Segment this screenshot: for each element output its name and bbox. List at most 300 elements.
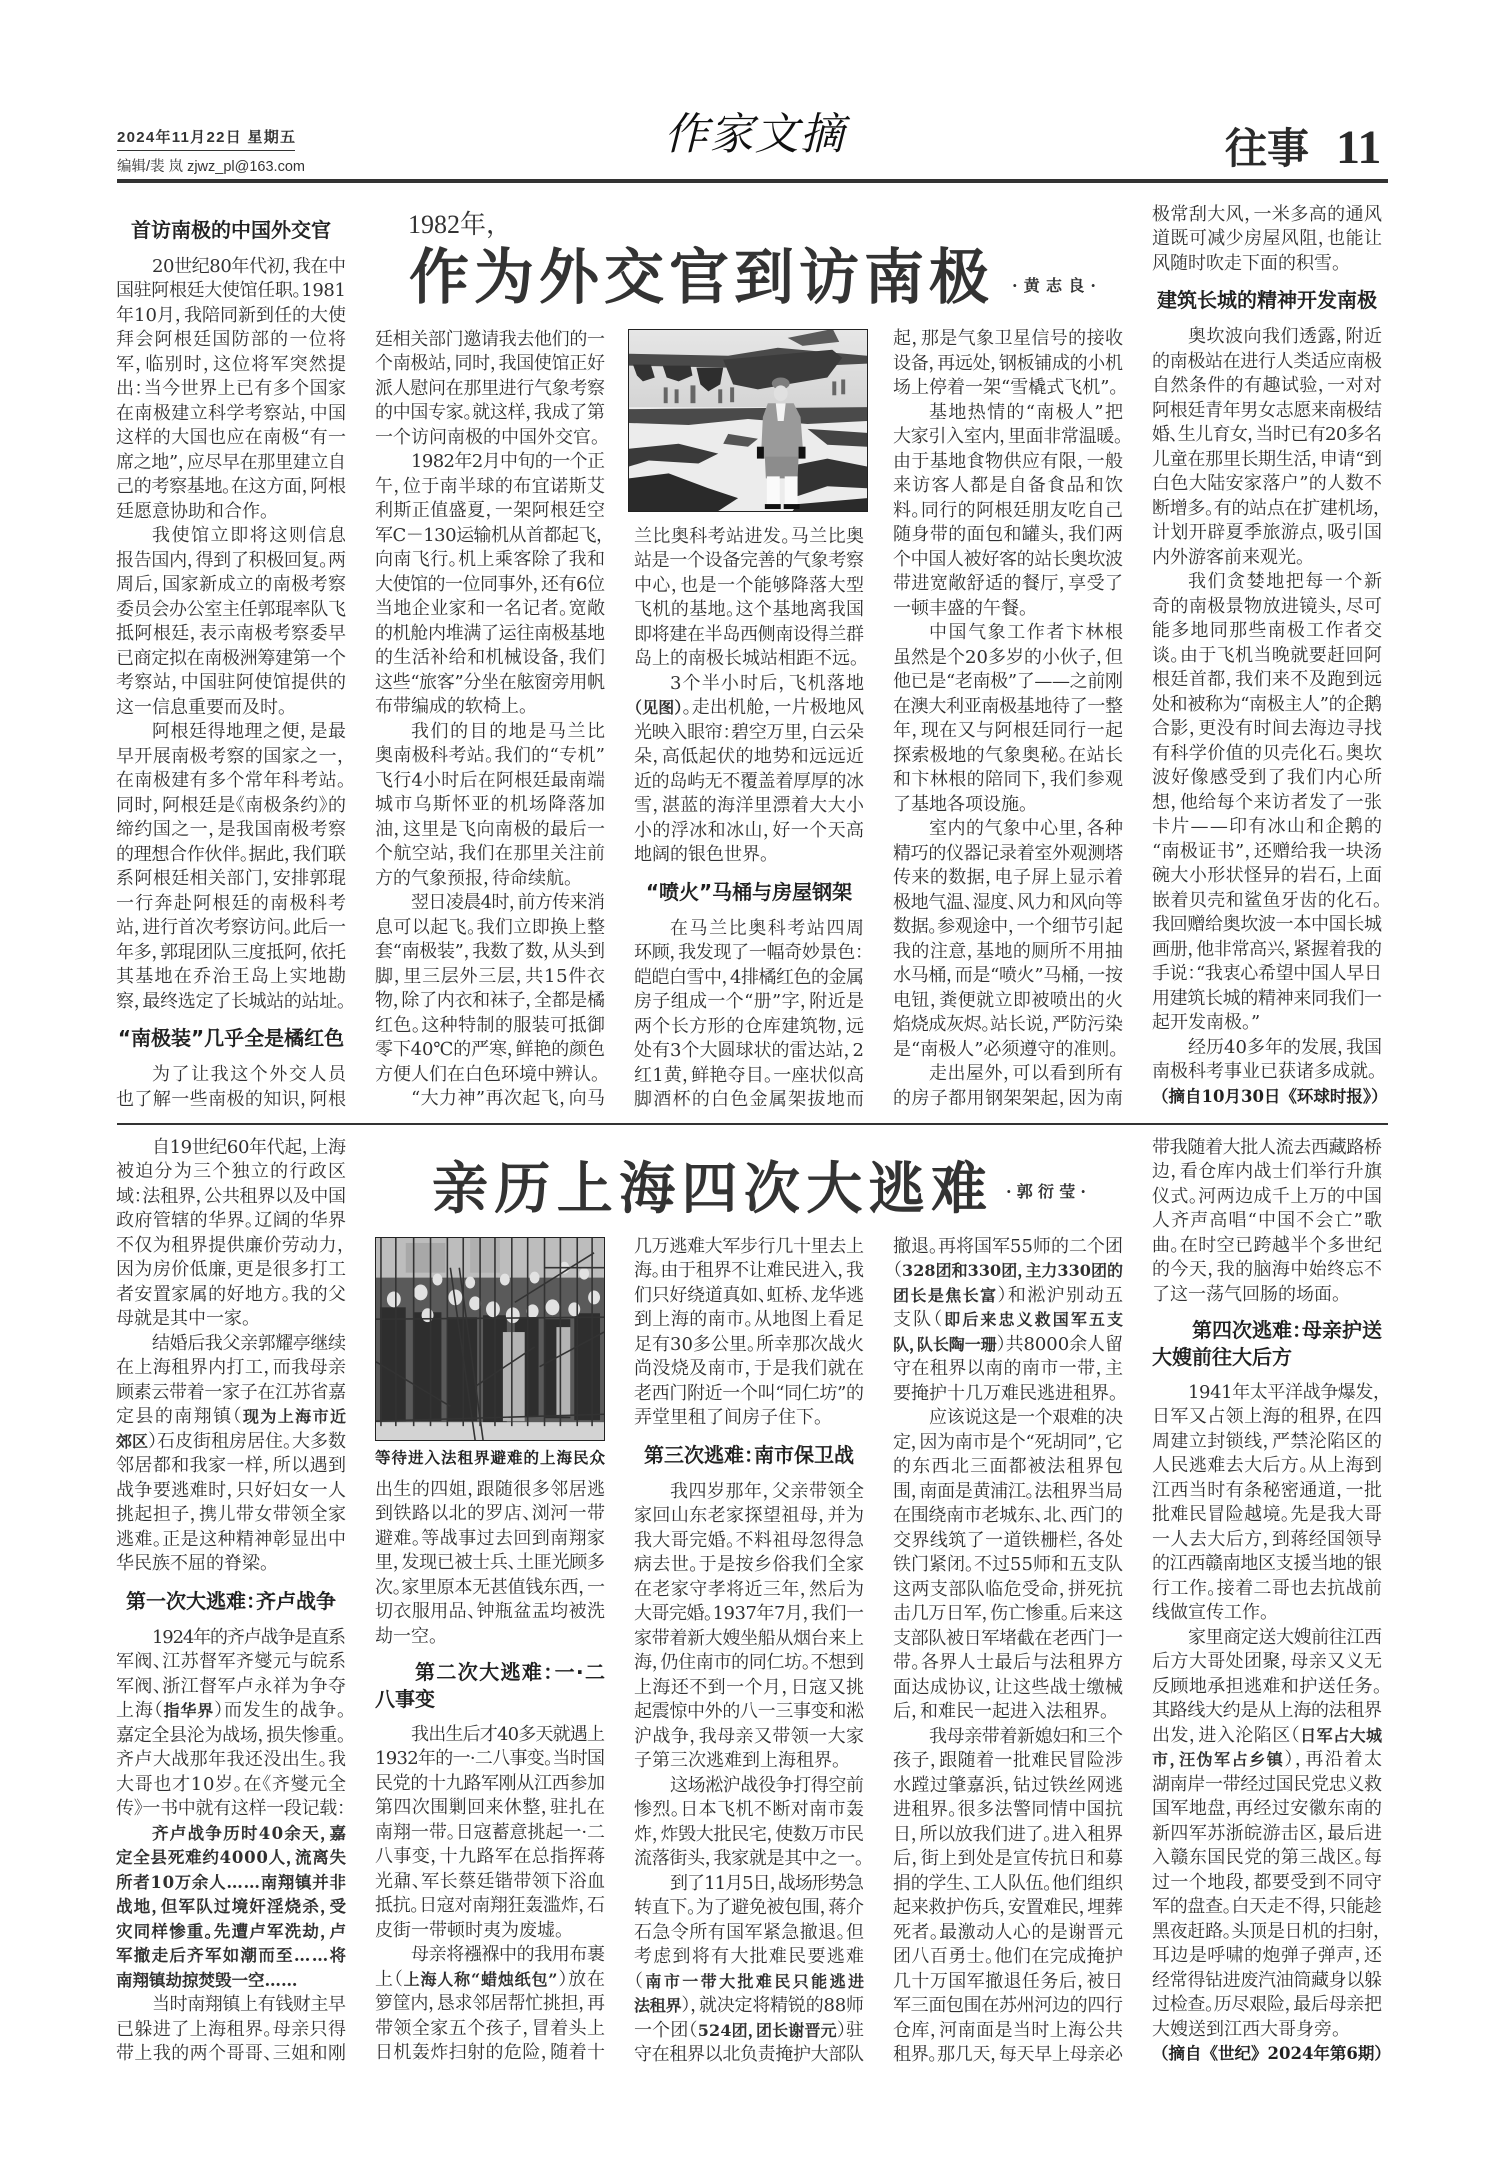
- text-line: [116, 1699, 346, 1724]
- text-line-content: 想，他给每个来访者发了一张: [1152, 791, 1383, 813]
- text-line-content: 场上停着一架“雪橇式飞机”。: [893, 377, 1119, 398]
- paragraph: [893, 817, 1123, 1062]
- quoted-excerpt: [116, 1822, 346, 1994]
- text-line-content: 军，临别时，这位将军突然提: [116, 353, 348, 375]
- text-line-content: 子第三次逃难到上海租界。: [634, 1750, 841, 1772]
- text-line-content: 八事变，十九路军在总指挥蒋: [375, 1846, 606, 1868]
- text-line-content: 要掩护十几万难民逃进租界。: [893, 1382, 1118, 1404]
- subheading-line: [634, 1431, 864, 1480]
- text-line: [116, 1675, 346, 1700]
- text-line: [1152, 1136, 1382, 1161]
- text-line: [116, 1381, 346, 1406]
- text-line-content: 箩筐内，恳求邻居帮忙挑担，再: [375, 1993, 605, 2015]
- text-line: [375, 646, 605, 671]
- text-line: [893, 1651, 1123, 1676]
- text-line: [634, 1357, 864, 1382]
- text-line-content: 考虑到将有大批难民要逃难: [634, 1946, 866, 1968]
- text-line: [893, 474, 1123, 499]
- text-line-content: [634, 1995, 864, 2016]
- paragraph: [634, 1480, 864, 1774]
- paragraph: [634, 525, 864, 672]
- section-name: 往事: [1225, 124, 1310, 173]
- text-line-content: 物，除了内衣和袜子，全都是橘: [375, 990, 605, 1012]
- text-line: [1152, 1381, 1382, 1406]
- text-line-content: 避难。等战事过去回到南翔家: [375, 1527, 606, 1549]
- text-line: [893, 1480, 1123, 1505]
- text-line: [1152, 1846, 1382, 1871]
- text-line-content: 焰烧成灰烬。站长说，严防污染: [893, 1014, 1123, 1035]
- text-line-content: 1941年太平洋战争爆发，: [1188, 1381, 1382, 1403]
- text-line: [375, 1992, 605, 2017]
- text-line: [1152, 668, 1382, 693]
- subheading-line: [634, 868, 864, 917]
- text-line: [1152, 987, 1382, 1012]
- text-line-content: 用建筑长城的精神来同我们一: [1152, 987, 1382, 1009]
- text-line-content: 出：当今世界上已有多个国家: [116, 378, 347, 400]
- text-line: [1152, 595, 1382, 620]
- text-line-content: 的房子都用钢架架起，因为南: [893, 1087, 1124, 1109]
- text-line: [634, 745, 864, 770]
- text-line-content: 皮街一带顿时夷为废墟。: [375, 1919, 564, 1941]
- text-line-content: 家回山东老家探望祖母，并为: [634, 1505, 865, 1527]
- text-line: [375, 426, 605, 451]
- paragraph: [1152, 1626, 1382, 2043]
- text-line: [375, 1772, 605, 1797]
- text-line-content: 海，仍住南市的同仁坊。不想到: [634, 1652, 864, 1674]
- text-line: [116, 328, 346, 353]
- text-line: [375, 720, 605, 745]
- text-line: [116, 353, 346, 378]
- text-line: [893, 964, 1123, 989]
- text-line: [116, 941, 346, 966]
- text-line: [893, 1431, 1123, 1456]
- text-line-content: 仓库，河南面是当时上海公共: [893, 2019, 1124, 2041]
- text-line-content: 足有30多公里。所幸那次战火: [634, 1333, 865, 1355]
- paragraph: [116, 524, 346, 720]
- text-line-content: 数据。参观途中，一个细节引起: [893, 916, 1123, 937]
- text-line: [1152, 864, 1382, 889]
- text-line: [116, 1405, 346, 1430]
- text-line: [634, 1749, 864, 1774]
- text-line: [375, 1625, 605, 1650]
- text-line: [634, 1333, 864, 1358]
- subheading: [1152, 1307, 1382, 1381]
- text-line-content: [893, 1334, 1123, 1355]
- text-line-content: 飞行4小时后在阿根廷最南端: [375, 769, 606, 791]
- text-line: [1152, 374, 1382, 399]
- text-segment: ）驻: [836, 2019, 865, 2041]
- text-line-content: 有科学价值的贝壳化石。奥坎: [1152, 742, 1383, 764]
- text-line-content: 计划开辟夏季旅游点，吸引国: [1152, 522, 1383, 544]
- text-line: [116, 279, 346, 304]
- text-line-content: 同时，阿根廷是《南极条约》的: [116, 794, 347, 816]
- text-line-content: 中心，也是一个能够降落大型: [634, 574, 865, 596]
- text-line-content: 早开展南极考察的国家之一，: [116, 745, 347, 767]
- text-line-content: 人齐声高唱“中国不会亡”歌: [1152, 1210, 1384, 1232]
- text-line-content: 年10月，我陪同新到任的大使: [116, 304, 347, 326]
- text-line: [116, 1993, 346, 2018]
- text-line: [893, 744, 1123, 769]
- text-line: [116, 622, 346, 647]
- text-line-content: 家里商定送大嫂前往江西: [1188, 1626, 1382, 1648]
- text-line-content: 道既可减少房屋风阻，也能让: [1152, 228, 1383, 250]
- text-line: [375, 842, 605, 867]
- text-line-content: 军C－130运输机从首都起飞，: [375, 524, 605, 546]
- text-line: [893, 719, 1123, 744]
- text-line: [634, 1847, 864, 1872]
- text-line-content: 的南极站在进行人类适应南极: [1152, 350, 1382, 372]
- text-segment: ）石皮街租房居住。大多数: [148, 1430, 346, 1452]
- text-line: [375, 597, 605, 622]
- text-line-content: 极地气温、湿度、风力和风向等: [893, 891, 1123, 913]
- text-line-content: 一个访问南极的中国外交官。: [375, 426, 600, 448]
- text-line: [893, 1700, 1123, 1725]
- paragraph: [116, 1332, 346, 1577]
- text-line-content: 缔约国之一，是我国南极考察: [116, 819, 347, 841]
- text-line: [634, 1774, 864, 1799]
- text-line-content: 几万逃难大军步行几十里去上: [634, 1235, 864, 1257]
- text-line-content: 这两支部队临危受命，拼死抗: [893, 1578, 1124, 1600]
- text-line: [375, 1502, 605, 1527]
- text-line-content: 的生活补给和机械设备，我们: [375, 647, 606, 669]
- text-line: [893, 1945, 1123, 1970]
- text-line-content: 母就是其中一家。: [116, 1308, 251, 1330]
- text-line: [1152, 766, 1382, 791]
- text-line: [634, 2019, 864, 2044]
- text-line-content: 1924年的齐卢战争是直系: [152, 1626, 345, 1648]
- text-line: [1152, 1160, 1382, 1185]
- text-line: [634, 1015, 864, 1040]
- text-line: [375, 524, 605, 549]
- text-line-content: 惨烈。日本飞机不断对南市轰: [634, 1799, 865, 1821]
- text-line: [893, 1725, 1123, 1750]
- text-line: [634, 843, 864, 868]
- text-segment: 支队（: [893, 1309, 945, 1331]
- text-line: [116, 867, 346, 892]
- text-line-content: 切衣服用品、钟瓶盆盂均被洗: [375, 1601, 606, 1623]
- text-line-content: 里，发现已被士兵、土匪光顾多: [375, 1552, 605, 1574]
- text-segment: ）放在: [558, 1968, 606, 1990]
- text-line-content: 后，和难民一起进入法租界。: [893, 1701, 1109, 1723]
- text-line: [116, 1356, 346, 1381]
- text-line: [116, 475, 346, 500]
- text-line: [116, 2018, 346, 2043]
- text-line-content: 已商定拟在南极洲筹建第一个: [116, 647, 346, 669]
- text-line-content: 地阔的银色世界。: [634, 844, 769, 866]
- text-line-content: 起震惊中外的八一三事变和淞: [634, 1701, 864, 1723]
- text-line-content: [634, 2020, 864, 2041]
- subheading-line: [116, 206, 346, 255]
- text-line-content: 围，南面是黄浦江。法租界当局: [893, 1480, 1123, 1502]
- text-line: [116, 426, 346, 451]
- text-line: [116, 916, 346, 941]
- text-line-content: 阿根廷青年男女志愿来南极结: [1152, 399, 1382, 421]
- text-line-content: 经历40多年的发展，我国: [1188, 1036, 1383, 1058]
- text-line-content: 个中国人被好客的站长奥坎波: [893, 548, 1123, 570]
- text-line: [634, 672, 864, 697]
- text-line-content: 站，进行首次考察访问。此后一: [116, 917, 346, 939]
- text-line: [116, 1650, 346, 1675]
- text-line-content: 在围绕南市老城东、北、西门的: [893, 1505, 1123, 1527]
- text-line: [634, 598, 864, 623]
- text-line: [893, 2043, 1123, 2068]
- text-line-content: [1152, 1725, 1382, 1746]
- text-line: [1152, 1822, 1382, 1847]
- article-column: [375, 328, 605, 1112]
- text-line: [375, 475, 605, 500]
- text-line: [375, 1845, 605, 1870]
- text-line: [634, 1627, 864, 1652]
- text-line-content: 风随时吹走下面的积雪。: [1152, 252, 1341, 274]
- text-line: [116, 1773, 346, 1798]
- text-line-content: 走出屋外，可以看到所有: [929, 1063, 1124, 1084]
- text-line-content: 红色。这种特制的服装可抵御: [375, 1014, 606, 1036]
- publication-date-text: 2024年11月22日 星期五: [117, 129, 297, 146]
- text-line-content: 能多地同那些南极工作者交: [1152, 620, 1384, 642]
- text-line: [1152, 913, 1382, 938]
- text-line-content: 一人去大后方，到蒋经国领导: [1152, 1528, 1383, 1550]
- text-line-content: 断增多。有的站点在扩建机场，: [1152, 497, 1382, 519]
- text-line-content: 脚酒杯的白色金属架拔地而: [634, 1089, 866, 1111]
- text-line-content: 击几万日军，伤亡惨重。后来这: [893, 1603, 1123, 1625]
- text-line: [893, 695, 1123, 720]
- text-line-content: 逃难。正是这种精神彰显出中: [116, 1528, 347, 1550]
- text-line: [634, 1872, 864, 1897]
- text-line-content: 者安置家属的好地方。我的父: [116, 1283, 347, 1305]
- text-line-content: 在老家守孝将近三年，然后为: [634, 1578, 865, 1600]
- text-segment: （: [893, 1260, 903, 1282]
- text-line-content: 的江西赣南地区支援当地的银: [1152, 1553, 1382, 1575]
- text-line: [1152, 570, 1382, 595]
- editor-credit: 编辑/裴 岚 zjwz_pl@163.com: [117, 159, 305, 175]
- text-line-content: 大家引入室内，里面非常温暖。: [893, 426, 1123, 447]
- text-line-content: “南极证书”，还赠给我一块汤: [1152, 840, 1383, 862]
- text-line-content: 在南极建立科学考察站，中国: [116, 402, 347, 424]
- text-line: [893, 817, 1123, 842]
- text-line-content: 战争要逃难时，只好妇女一人: [116, 1479, 347, 1501]
- text-line: [375, 744, 605, 769]
- text-line: [375, 1894, 605, 1919]
- text-line-content: 察，最终选定了长城站的站址。: [116, 990, 346, 1012]
- text-line: [1152, 1011, 1382, 1036]
- text-line: [634, 549, 864, 574]
- text-line: [116, 1871, 346, 1896]
- text-line-content: 这样的大国也应在南极“有一: [116, 427, 347, 449]
- text-line: [893, 548, 1123, 573]
- text-line: [375, 573, 605, 598]
- text-line-content: 这场淞沪战役争打得空前: [670, 1774, 864, 1796]
- text-line: [1152, 1185, 1382, 1210]
- text-line: [1152, 1454, 1382, 1479]
- text-line-content: 起，那是气象卫星信号的接收: [893, 328, 1124, 349]
- text-line: [116, 1895, 346, 1920]
- paragraph: [893, 1406, 1123, 1725]
- text-line: [116, 1969, 346, 1994]
- text-line: [1152, 497, 1382, 522]
- text-line: [116, 843, 346, 868]
- text-line-content: 当时南翔镇上有钱财主早: [152, 1994, 346, 2016]
- text-line-content: 曲。在时空已跨越半个多世纪: [1152, 1234, 1383, 1256]
- text-line-content: 弄堂里租了间房子住下。: [634, 1407, 823, 1429]
- text-line-content: 抵阿根廷，表示南极考察委早: [116, 623, 347, 645]
- text-line: [1152, 644, 1382, 669]
- text-line: [634, 1406, 864, 1431]
- text-line-content: 结婚后我父亲郭耀亭继续: [152, 1332, 346, 1354]
- text-line-content: [634, 1971, 866, 1992]
- article-column: [375, 1478, 605, 2066]
- text-line: [1152, 1895, 1382, 1920]
- text-line-content: 在马兰比奥科考站四周: [670, 917, 866, 939]
- text-line-content: 息可以起飞。我们立即换上整: [375, 916, 606, 938]
- text-line-content: [634, 697, 864, 718]
- photo-image: [629, 330, 867, 511]
- text-line-content: 交界线筑了一道铁栅栏，各处: [893, 1529, 1124, 1551]
- text-line-content: 小的浮冰和冰山，好一个天高: [634, 819, 865, 841]
- text-line: [375, 450, 605, 475]
- paragraph: [375, 1478, 605, 1650]
- annotation-segment: 日军占大城: [1300, 1725, 1383, 1745]
- text-line-content: 大使馆的一位同事外，还有6位: [375, 573, 605, 595]
- annotation-segment: 市，汪伪军占乡镇: [1152, 1750, 1285, 1770]
- text-line-content: 了这一荡气回肠的场面。: [1152, 1283, 1341, 1305]
- author-byline-text: ·黄志良·: [1012, 276, 1103, 295]
- text-line: [893, 425, 1123, 450]
- text-line-content: 来访客人都是自备食品和饮: [893, 475, 1125, 496]
- text-line-content: 午，位于南半球的布宜诺斯艾: [375, 475, 606, 497]
- text-line: [116, 500, 346, 525]
- text-line-content: 日，所以放我们进了。进入租界: [893, 1823, 1123, 1845]
- text-line-content: 这一信息重要而及时。: [116, 696, 287, 718]
- text-line-content: 由于基地食物供应有限，一般: [893, 450, 1124, 472]
- annotation-segment: 法租界: [634, 1996, 682, 2016]
- paragraph: [893, 401, 1123, 622]
- text-line: [375, 1870, 605, 1895]
- text-line-content: 民党的十九路军刚从江西参加: [375, 1772, 605, 1794]
- text-line: [893, 1994, 1123, 2019]
- text-line-content: 转直下。为了避免被包围，蒋介: [634, 1897, 864, 1919]
- text-line-content: 带领全家五个孩子，冒着头上: [375, 2017, 606, 2039]
- text-line: [116, 524, 346, 549]
- text-line: [375, 352, 605, 377]
- paragraph: [1152, 203, 1382, 277]
- text-line-content: 中国气象工作者卞林根: [929, 622, 1125, 643]
- text-line-content: 的理想合作伙伴。据此，我们联: [116, 843, 346, 865]
- paragraph: [375, 891, 605, 1087]
- text-line: [375, 2017, 605, 2042]
- paragraph: [634, 1872, 867, 2068]
- text-line: [893, 1357, 1123, 1382]
- text-line: [375, 891, 605, 916]
- article-column: [116, 206, 346, 1113]
- text-line: [634, 1896, 864, 1921]
- text-line-content: 自然条件的有趣试验，一对对: [1152, 375, 1383, 397]
- text-line: [116, 1283, 346, 1308]
- text-line: [634, 1945, 864, 1970]
- text-line-content: 的机舱内堆满了运往南极基地: [375, 622, 605, 644]
- text-line: [1152, 2018, 1382, 2043]
- text-line: [116, 671, 346, 696]
- text-line-content: 了基地各项设施。: [893, 793, 1028, 815]
- text-line-content: 为了让我这个外交人员: [152, 1064, 348, 1086]
- text-line: [375, 940, 605, 965]
- source-credit: （摘自10月30日《环球时报》）: [1152, 1086, 1388, 1106]
- text-line-content: 江西当时有条秘密通道，一批: [1152, 1479, 1383, 1501]
- text-line-content: 孩子，跟随着一批难民冒险涉: [893, 1750, 1124, 1772]
- text-line-content: [893, 1309, 1125, 1330]
- article-title-text: 亲历上海四次大逃难: [432, 1156, 994, 1222]
- text-line-content: 我们的目的地是马兰比: [411, 720, 607, 742]
- subheading: [116, 1014, 346, 1063]
- text-line: [634, 941, 864, 966]
- text-line-content: 起开发南极。”: [1152, 1012, 1261, 1034]
- paragraph: [116, 720, 346, 1014]
- text-line-content: 房子组成一个“册”字，附近是: [634, 991, 865, 1013]
- text-line-content: 精巧的仪器记录着室外观测塔: [893, 842, 1123, 864]
- text-line: [116, 720, 346, 745]
- text-line: [116, 1136, 346, 1161]
- text-line: [116, 1552, 346, 1577]
- text-line-content: 我回赠给奥坎波一本中国长城: [1152, 914, 1382, 936]
- text-line-content: 因为房价低廉，更是很多打工: [116, 1259, 347, 1281]
- subheading: [634, 1431, 864, 1480]
- text-line-content: 红1黄，鲜艳夺目。一座状似高: [634, 1064, 865, 1086]
- text-line: [1152, 472, 1382, 497]
- text-line: [1152, 325, 1382, 350]
- text-line: [893, 1308, 1126, 1333]
- text-line-content: 湖南岸一带经过国民党忠义救: [1152, 1773, 1382, 1795]
- article-title: [409, 243, 994, 313]
- text-line: [375, 818, 605, 843]
- text-line: [893, 1529, 1123, 1554]
- text-line: [1152, 1036, 1382, 1061]
- text-line: [634, 1504, 864, 1529]
- text-line: [116, 402, 346, 427]
- text-line-content: 们只好绕道真如、虹桥、龙华逃: [634, 1284, 864, 1306]
- text-line: [116, 1209, 346, 1234]
- text-line: [634, 1602, 864, 1627]
- text-segment: ）和淞沪别动五: [997, 1284, 1125, 1306]
- text-line-content: 脚，里三层外三层，共15件衣: [375, 965, 606, 987]
- text-line: [634, 696, 864, 721]
- text-segment: 。走出机舱，一片极地风: [682, 697, 865, 719]
- text-line-content: 进租界。很多法警同情中国抗: [893, 1799, 1124, 1821]
- text-line-content: 一行奔赴阿根廷的南极科考: [116, 892, 348, 914]
- subheading-line: [375, 1659, 605, 1686]
- text-line-content: [116, 1406, 347, 1427]
- publication-date: [117, 129, 295, 147]
- article-column: [893, 327, 1123, 1111]
- text-line: [375, 1038, 605, 1063]
- paragraph: [893, 1725, 1123, 2068]
- text-line-content: 被迫分为三个独立的行政区: [116, 1161, 348, 1183]
- text-line-content: “大力神”再次起飞，向马: [411, 1088, 606, 1110]
- text-line: [634, 1235, 864, 1260]
- text-line-content: 年，现在又与阿根廷同行一起: [893, 720, 1124, 741]
- text-line: [893, 1798, 1123, 1823]
- subheading-line: [1152, 276, 1382, 325]
- subheading: [634, 868, 864, 917]
- paragraph: [1152, 570, 1382, 1036]
- text-line: [1152, 815, 1382, 840]
- text-line: [116, 1258, 346, 1283]
- text-line-content: 零下40℃的严寒，鲜艳的颜色: [375, 1039, 605, 1061]
- text-line-content: 碗大小形状怪异的岩石，上面: [1152, 865, 1383, 887]
- text-line: [1152, 350, 1382, 375]
- text-line: [116, 1088, 346, 1113]
- text-line: [893, 768, 1123, 793]
- annotation-segment: 上海人称“蜡烛纸包”: [403, 1969, 559, 1989]
- text-line-content: 租界。那几天，每天早上母亲必: [893, 2044, 1123, 2066]
